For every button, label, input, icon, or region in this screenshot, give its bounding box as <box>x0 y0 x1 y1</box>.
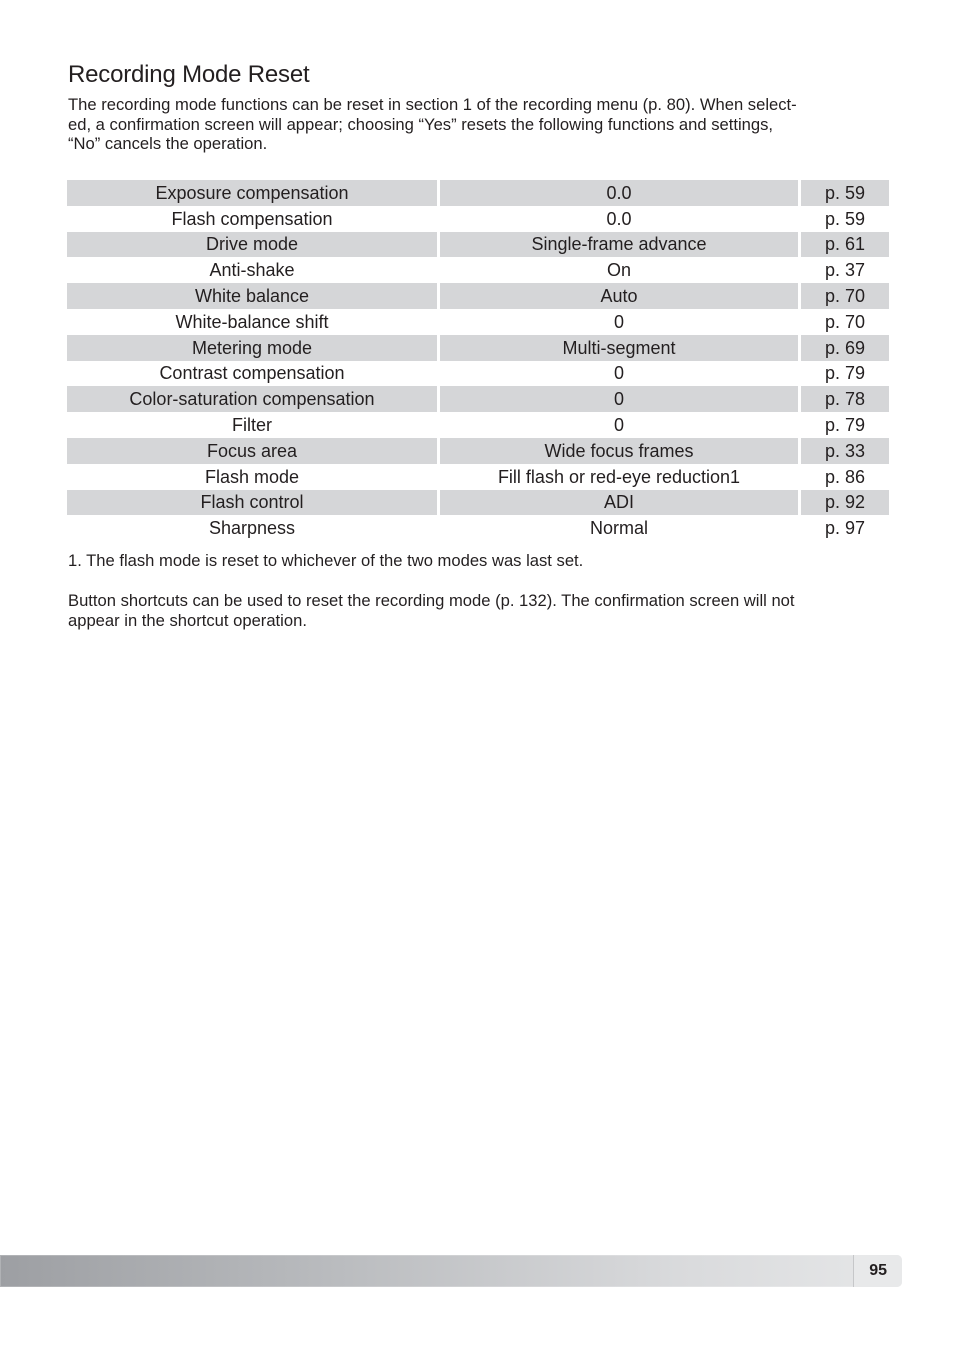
table-row <box>67 335 889 361</box>
setting-cell: Normal <box>589 518 648 539</box>
page-title: Recording Mode Reset <box>68 61 310 88</box>
setting-cell: Multi-segment <box>440 335 798 361</box>
page-ref-cell: p. 70 <box>824 311 866 332</box>
setting-cell: 0 <box>613 363 624 384</box>
table-row <box>67 180 889 206</box>
page-ref-cell: p. 97 <box>824 518 866 539</box>
function-cell: Anti-shake <box>209 260 295 281</box>
shortcut-note-line: Button shortcuts can be used to reset the recording mode (p. 132). The confirmation screen will not <box>68 591 795 610</box>
function-cell: Flash mode <box>204 466 300 487</box>
setting-cell: On <box>606 260 631 281</box>
footer-bar <box>0 1255 902 1287</box>
table-row <box>67 257 889 283</box>
table-row <box>67 309 889 335</box>
function-cell: Color-saturation compensation <box>67 386 437 412</box>
intro-line: ed, a confirmation screen will appear; choosing “Yes” resets the following functions and settings, <box>68 114 774 134</box>
page-ref-cell: p. 61 <box>801 232 889 258</box>
table-row <box>67 232 889 258</box>
page-ref-cell: p. 86 <box>824 466 866 487</box>
function-cell: Filter <box>232 415 272 436</box>
table-row <box>67 490 889 516</box>
function-cell: Focus area <box>67 438 437 464</box>
page-number: 95 <box>869 1262 887 1279</box>
function-cell: White-balance shift <box>175 311 329 332</box>
setting-cell: 0.0 <box>440 180 798 206</box>
setting-cell: Single-frame advance <box>440 232 798 258</box>
shortcut-note <box>68 591 890 630</box>
setting-cell: 0 <box>613 311 624 332</box>
function-cell: White balance <box>67 283 437 309</box>
intro-line: The recording mode functions can be reset in section 1 of the recording menu (p. 80). When select- <box>68 95 797 114</box>
setting-cell: 0.0 <box>606 208 632 229</box>
setting-cell: Auto <box>440 283 798 309</box>
reset-table-body <box>67 180 889 541</box>
function-cell: Flash control <box>67 490 437 516</box>
page-ref-cell: p. 79 <box>824 415 866 436</box>
page-ref-cell: p. 37 <box>824 260 866 281</box>
reset-settings-table <box>67 180 889 541</box>
table-row <box>67 206 889 232</box>
function-cell: Flash compensation <box>171 208 333 229</box>
page-ref-cell: p. 69 <box>801 335 889 361</box>
page-number-tab <box>853 1255 902 1287</box>
table-row <box>67 438 889 464</box>
intro-paragraph <box>68 95 890 154</box>
table-row <box>67 386 889 412</box>
shortcut-note-line: appear in the shortcut operation. <box>68 610 307 630</box>
page-ref-cell: p. 79 <box>824 363 866 384</box>
intro-line: “No” cancels the operation. <box>68 134 268 154</box>
table-row <box>67 464 889 490</box>
table-row <box>67 283 889 309</box>
page-ref-cell: p. 70 <box>801 283 889 309</box>
table-row <box>67 515 889 541</box>
setting-cell: 0 <box>613 415 624 436</box>
footnote: 1. The flash mode is reset to whichever of the two modes was last set. <box>68 551 584 570</box>
page-ref-cell: p. 59 <box>801 180 889 206</box>
function-cell: Drive mode <box>67 232 437 258</box>
page-ref-cell: p. 92 <box>801 490 889 516</box>
page-ref-cell: p. 59 <box>824 208 866 229</box>
table-row <box>67 361 889 387</box>
function-cell: Exposure compensation <box>67 180 437 206</box>
function-cell: Contrast compensation <box>159 363 345 384</box>
function-cell: Metering mode <box>67 335 437 361</box>
table-row <box>67 412 889 438</box>
setting-cell: 0 <box>440 386 798 412</box>
page-ref-cell: p. 78 <box>801 386 889 412</box>
setting-cell: Fill flash or red-eye reduction1 <box>497 466 741 487</box>
setting-cell: Wide focus frames <box>440 438 798 464</box>
function-cell: Sharpness <box>208 518 296 539</box>
setting-cell: ADI <box>440 490 798 516</box>
page-ref-cell: p. 33 <box>801 438 889 464</box>
